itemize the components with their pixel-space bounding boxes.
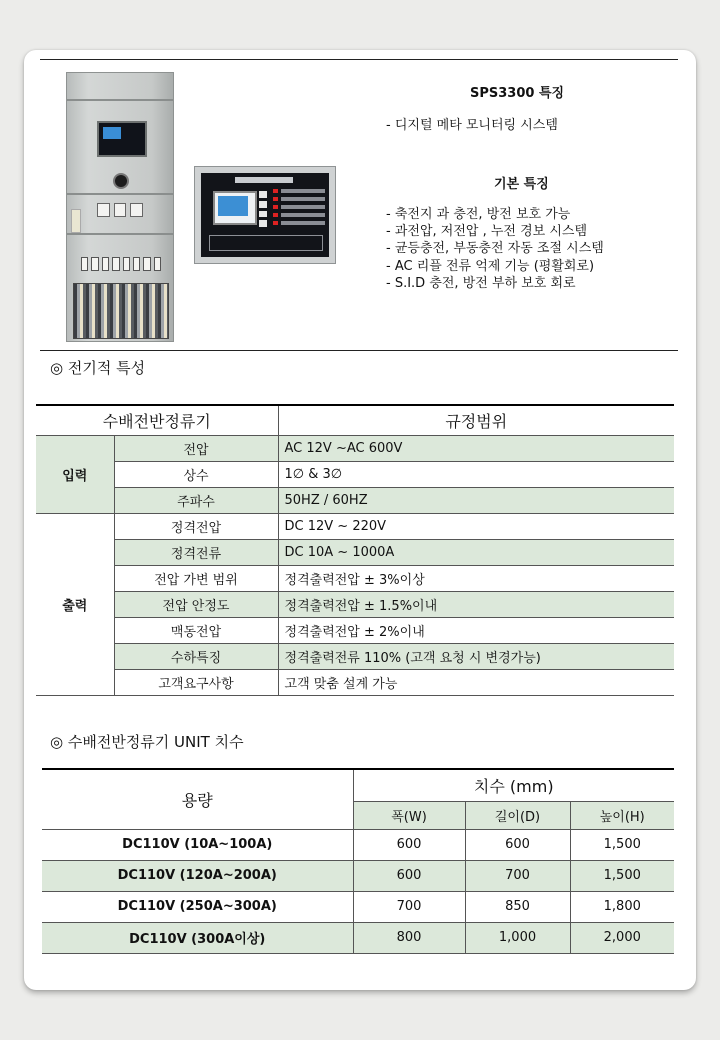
table-row (42, 891, 674, 922)
rectifier-cabinet-image (66, 72, 174, 342)
row-value: DC 10A ~ 1000A (278, 539, 674, 565)
row-label: 전압 가변 범위 (114, 565, 278, 591)
controller-panel-image (194, 166, 336, 264)
depth-cell: 700 (465, 860, 570, 891)
row-value: 정격출력전류 110% (고객 요청 시 변경가능) (278, 643, 674, 669)
width-cell: 700 (353, 891, 465, 922)
row-label: 전압 안정도 (114, 591, 278, 617)
header-width: 폭(W) (353, 801, 465, 829)
row-value: 1∅ & 3∅ (278, 461, 674, 487)
capacity-cell: DC110V (250A~300A) (42, 891, 353, 922)
basic-feature-item: - 축전지 과 충전, 방전 보호 가능 (386, 207, 571, 222)
input-group-label: 입력 (36, 435, 114, 513)
table-header-row (36, 405, 674, 435)
table-header-row (42, 769, 674, 801)
dimensions-table (42, 768, 674, 954)
height-cell: 1,500 (570, 829, 674, 860)
table-row (36, 513, 674, 539)
section-rule (40, 350, 678, 351)
row-label: 정격전압 (114, 513, 278, 539)
row-value: 정격출력전압 ± 3%이상 (278, 565, 674, 591)
row-label: 전압 (114, 435, 278, 461)
table-row (36, 617, 674, 643)
depth-cell: 850 (465, 891, 570, 922)
capacity-cell: DC110V (120A~200A) (42, 860, 353, 891)
row-label: 상수 (114, 461, 278, 487)
header-height: 높이(H) (570, 801, 674, 829)
height-cell: 1,500 (570, 860, 674, 891)
row-value: 정격출력전압 ± 2%이내 (278, 617, 674, 643)
row-label: 정격전류 (114, 539, 278, 565)
row-value: 고객 맞춤 설계 가능 (278, 669, 674, 695)
row-value: 50HZ / 60HZ (278, 487, 674, 513)
height-cell: 1,800 (570, 891, 674, 922)
table-row (42, 860, 674, 891)
width-cell: 600 (353, 829, 465, 860)
width-cell: 600 (353, 860, 465, 891)
table-row (36, 435, 674, 461)
dimensions-section-title: ◎ 수배전반정류기 UNIT 치수 (50, 733, 244, 751)
table-row (36, 565, 674, 591)
basic-features-title: 기본 특징 (494, 177, 549, 192)
row-label: 주파수 (114, 487, 278, 513)
header-depth: 길이(D) (465, 801, 570, 829)
depth-cell: 600 (465, 829, 570, 860)
header-capacity: 용량 (42, 769, 353, 829)
feature-item: - 디지털 메타 모니터링 시스템 (386, 118, 558, 133)
table-row (36, 487, 674, 513)
row-value: 정격출력전압 ± 1.5%이내 (278, 591, 674, 617)
row-value: DC 12V ~ 220V (278, 513, 674, 539)
table-row (42, 922, 674, 953)
top-rule (40, 59, 678, 60)
basic-feature-item: - 균등충전, 부동충전 자동 조절 시스템 (386, 241, 604, 256)
depth-cell: 1,000 (465, 922, 570, 953)
table-row (36, 643, 674, 669)
width-cell: 800 (353, 922, 465, 953)
header-spec-range: 규정범위 (278, 405, 674, 435)
output-group-label: 출력 (36, 513, 114, 695)
capacity-cell: DC110V (10A~100A) (42, 829, 353, 860)
electrical-section-title: ◎ 전기적 특성 (50, 359, 146, 377)
basic-feature-item: - S.I.D 충전, 방전 부하 보호 회로 (386, 276, 576, 291)
table-row (36, 461, 674, 487)
row-value: AC 12V ~AC 600V (278, 435, 674, 461)
height-cell: 2,000 (570, 922, 674, 953)
row-label: 수하특징 (114, 643, 278, 669)
table-row (36, 539, 674, 565)
row-label: 맥동전압 (114, 617, 278, 643)
header-dimensions: 치수 (mm) (353, 769, 674, 801)
row-label: 고객요구사항 (114, 669, 278, 695)
basic-feature-item: - AC 리플 전류 억제 기능 (평활회로) (386, 259, 595, 274)
table-row (42, 829, 674, 860)
electrical-spec-table (36, 404, 674, 696)
table-row (36, 669, 674, 695)
features-title: SPS3300 특징 (470, 86, 565, 101)
capacity-cell: DC110V (300A이상) (42, 922, 353, 953)
table-row (36, 591, 674, 617)
basic-feature-item: - 과전압, 저전압 , 누전 경보 시스템 (386, 224, 588, 239)
header-rectifier: 수배전반정류기 (36, 405, 278, 435)
